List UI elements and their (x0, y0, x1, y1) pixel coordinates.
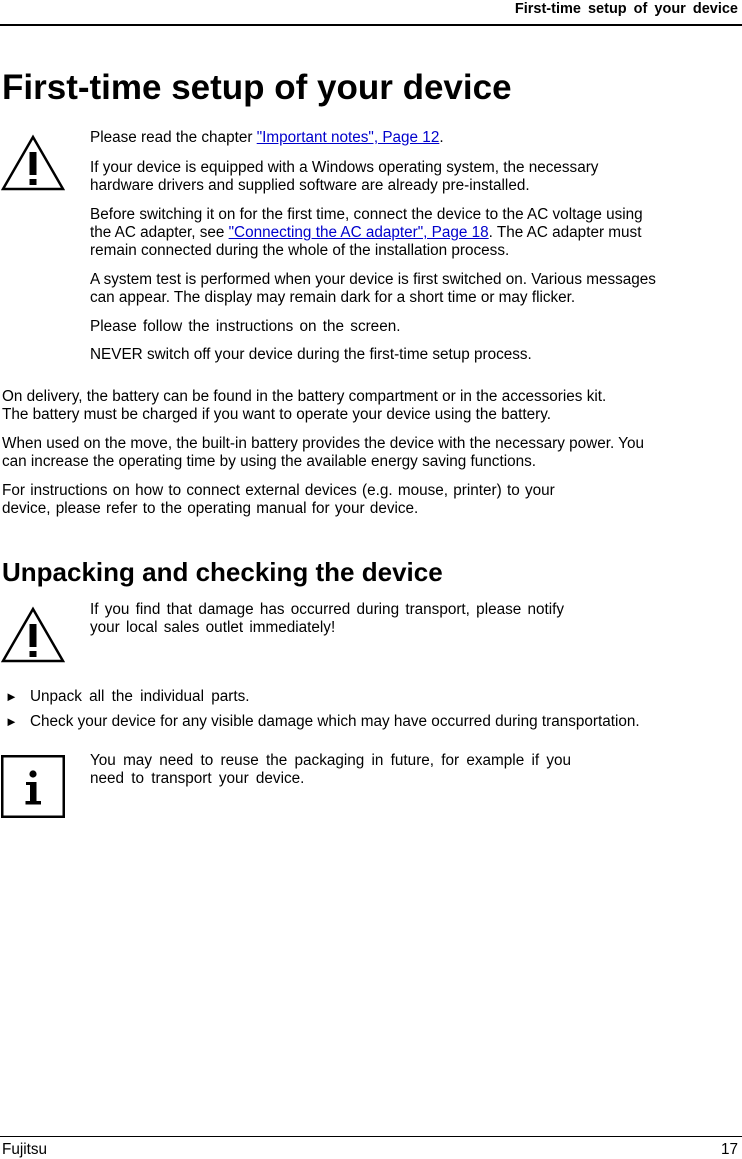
warning-paragraph-1 (90, 129, 444, 147)
info-icon (1, 755, 65, 818)
warning-paragraph-4-line-1: A system test is performed when your device is first switched on. Various messages (90, 271, 656, 288)
important-notes-link[interactable]: "Important notes", Page 12 (256, 129, 440, 146)
body-paragraph-2-line-2: can increase the operating time by using the available energy saving functions. (2, 453, 537, 470)
bullet-arrow-icon: ► (5, 689, 18, 704)
warning-triangle-icon (1, 134, 65, 192)
warning-paragraph-2-line-2: hardware drivers and supplied software are already pre-installed. (90, 177, 530, 194)
footer-brand: Fujitsu (2, 1141, 48, 1158)
footer-rule (0, 1136, 742, 1137)
warning-text: the AC adapter, see (90, 224, 229, 241)
step-unpack-parts: Unpack all the individual parts. (30, 688, 250, 705)
warning-paragraph-5: Please follow the instructions on the screen. (90, 318, 401, 335)
warning-paragraph-3-line-2 (90, 224, 641, 242)
bullet-arrow-icon: ► (5, 714, 18, 729)
warning-text: . (439, 129, 444, 146)
warning-text: Please read the chapter (90, 129, 257, 146)
step-check-damage: Check your device for any visible damage which may have occurred during transportation. (30, 713, 640, 730)
page-title: First-time setup of your device (2, 68, 512, 107)
warning-paragraph-2-line-1: If your device is equipped with a Windows operating system, the necessary (90, 159, 599, 176)
header-rule (0, 24, 742, 26)
page-number: 17 (720, 1141, 738, 1158)
warning-triangle-icon (1, 606, 65, 664)
body-paragraph-2-line-1: When used on the move, the built-in battery provides the device with the necessary power. You (2, 435, 644, 452)
section-title-unpacking: Unpacking and checking the device (2, 557, 443, 587)
warning-paragraph-4-line-2: can appear. The display may remain dark for a short time or may flicker. (90, 289, 576, 306)
warning-paragraph-3-line-3: remain connected during the whole of the installation process. (90, 242, 510, 259)
body-paragraph-1-line-1: On delivery, the battery can be found in the battery compartment or in the accessories kit. (2, 388, 607, 405)
body-paragraph-3-line-2: device, please refer to the operating manual for your device. (2, 500, 419, 517)
body-paragraph-1-line-2: The battery must be charged if you want to operate your device using the battery. (2, 406, 552, 423)
warning-text: . The AC adapter must (488, 224, 642, 241)
warning-paragraph-3-line-1: Before switching it on for the first time, connect the device to the AC voltage using (90, 206, 643, 223)
info-line-1: You may need to reuse the packaging in future, for example if you (90, 752, 572, 769)
unpacking-warning-line-2: your local sales outlet immediately! (90, 619, 336, 636)
info-line-2: need to transport your device. (90, 770, 305, 787)
unpacking-warning-line-1: If you find that damage has occurred during transport, please notify (90, 601, 565, 618)
connecting-ac-adapter-link[interactable]: "Connecting the AC adapter", Page 18 (228, 224, 489, 241)
warning-paragraph-6: NEVER switch off your device during the first-time setup process. (90, 346, 532, 363)
page-header-title: First-time setup of your device (514, 1, 738, 17)
body-paragraph-3-line-1: For instructions on how to connect external devices (e.g. mouse, printer) to your (2, 482, 555, 499)
